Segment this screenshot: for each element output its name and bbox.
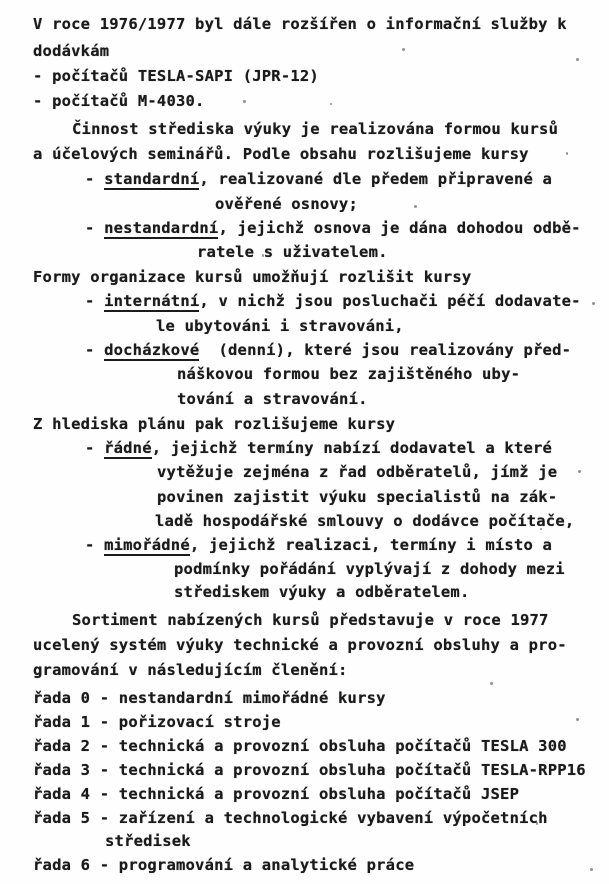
text-segment: řada 0 - nestandardní mimořádné kursy	[33, 689, 386, 707]
text-line	[85, 218, 581, 238]
text-segment: le ubytováni i stravováni,	[156, 317, 404, 335]
text-line	[33, 91, 205, 111]
text-segment: , jejichž osnova je dána dohodou odbě-	[218, 219, 581, 237]
text-line	[85, 438, 552, 458]
text-segment: V roce 1976/1977 byl dále rozšířen o informační služby k	[33, 15, 567, 33]
scan-speck	[402, 48, 405, 51]
scan-speck	[576, 718, 579, 721]
text-segment: řada 1 - pořizovací stroje	[33, 713, 281, 731]
underlined-term: standardní	[104, 170, 200, 188]
text-line	[174, 582, 470, 602]
text-segment: - počítačů TESLA-SAPI (JPR-12)	[33, 67, 319, 85]
text-line	[197, 242, 388, 262]
text-line	[85, 169, 552, 189]
text-line	[33, 267, 471, 287]
text-segment: řada 4 - technická a provozní obsluha počítačů JSEP	[33, 785, 520, 803]
text-segment: (denní), které jsou realizovány před-	[199, 341, 572, 359]
text-line	[33, 66, 319, 86]
text-line	[215, 194, 358, 214]
text-segment: -	[85, 536, 105, 554]
text-line	[156, 316, 404, 336]
text-segment: povinen zajistit výuku specialistů na zák-	[157, 488, 558, 506]
text-line	[155, 511, 574, 531]
text-segment: řada 2 - technická a provozní obsluha počítačů TESLA 300	[33, 737, 567, 755]
text-segment: Činnost střediska výuky je realizována formou kursů	[72, 120, 559, 138]
text-line	[177, 364, 520, 384]
scan-speck	[414, 205, 417, 208]
text-segment: středisek	[105, 832, 191, 850]
underlined-term: internátní	[104, 292, 200, 310]
text-line	[33, 736, 567, 756]
text-line	[33, 784, 519, 804]
text-line	[33, 660, 348, 680]
scan-speck	[243, 100, 246, 103]
text-segment: řada 6 - programování a analytické práce	[33, 856, 415, 874]
text-segment: -	[85, 219, 105, 237]
text-line	[33, 635, 567, 655]
text-segment: , realizované dle předem připravené a	[199, 170, 553, 188]
text-segment: ladě hospodářské smlouvy o dodávce počítače,	[155, 512, 575, 530]
text-segment: , v nichž jsou posluchači péčí dodavate-	[199, 292, 581, 310]
text-line	[33, 14, 567, 34]
text-line	[33, 688, 386, 708]
text-segment: Formy organizace kursů umožňují rozlišit kursy	[33, 268, 472, 286]
text-line	[33, 414, 395, 434]
text-segment: tování a stravování.	[177, 390, 368, 408]
text-segment: -	[85, 170, 105, 188]
text-segment: náškovou formou bez zajištěného uby-	[177, 365, 521, 383]
text-segment: -	[85, 341, 105, 359]
underlined-term: nestandardní	[104, 219, 219, 237]
text-segment: ucelený systém výuky technické a provozní obsluhy a pro-	[33, 636, 567, 654]
text-line	[33, 760, 586, 780]
text-segment: Z hlediska plánu pak rozlišujeme kursy	[33, 415, 396, 433]
text-line	[85, 535, 552, 555]
underlined-term: mimořádné	[104, 536, 190, 554]
text-segment: ověřené osnovy;	[215, 195, 358, 213]
text-line	[72, 119, 558, 139]
text-line	[33, 808, 548, 828]
text-line	[33, 144, 529, 164]
text-segment: gramování v následujícím členění:	[33, 661, 348, 679]
scan-speck	[592, 302, 595, 305]
text-line	[105, 831, 191, 851]
text-line	[85, 340, 571, 360]
text-line	[157, 487, 557, 507]
text-segment: řada 5 - zařízení a technologické vybavení výpočetních	[33, 809, 548, 827]
scan-speck	[578, 470, 581, 473]
text-line	[85, 291, 581, 311]
text-line	[33, 855, 414, 875]
text-segment: -	[85, 292, 105, 310]
scan-speck	[590, 868, 593, 871]
text-segment: , jejichž realizaci, termíny i místo a	[189, 536, 553, 554]
underlined-term: řádné	[104, 439, 152, 457]
text-line	[174, 559, 565, 579]
text-line	[157, 462, 557, 482]
text-line	[177, 389, 368, 409]
scan-speck	[490, 682, 493, 685]
text-segment: Sortiment nabízených kursů představuje v roce 1977	[72, 611, 549, 629]
text-line	[72, 610, 549, 630]
text-segment: podmínky pořádání vyplývají z dohody mezi	[174, 560, 565, 578]
text-segment: a účelových seminářů. Podle obsahu rozlišujeme kursy	[33, 145, 529, 163]
scan-speck	[330, 103, 332, 105]
text-line	[33, 41, 109, 61]
text-segment: střediskem výuky a odběratelem.	[174, 583, 470, 601]
text-segment: - počítačů M-4030.	[33, 92, 205, 110]
text-segment: ratele s uživatelem.	[197, 243, 388, 261]
text-line	[33, 712, 281, 732]
text-segment: vytěžuje zejména z řad odběratelů, jímž je	[157, 463, 558, 481]
scan-speck	[576, 58, 579, 61]
text-segment: řada 3 - technická a provozní obsluha počítačů TESLA-RPP16	[33, 761, 586, 779]
text-segment: , jejichž termíny nabízí dodavatel a které	[151, 439, 553, 457]
underlined-term: docházkové	[104, 341, 200, 359]
scan-speck	[566, 152, 568, 155]
text-segment: dodávkám	[33, 42, 110, 60]
text-segment: -	[85, 439, 105, 457]
